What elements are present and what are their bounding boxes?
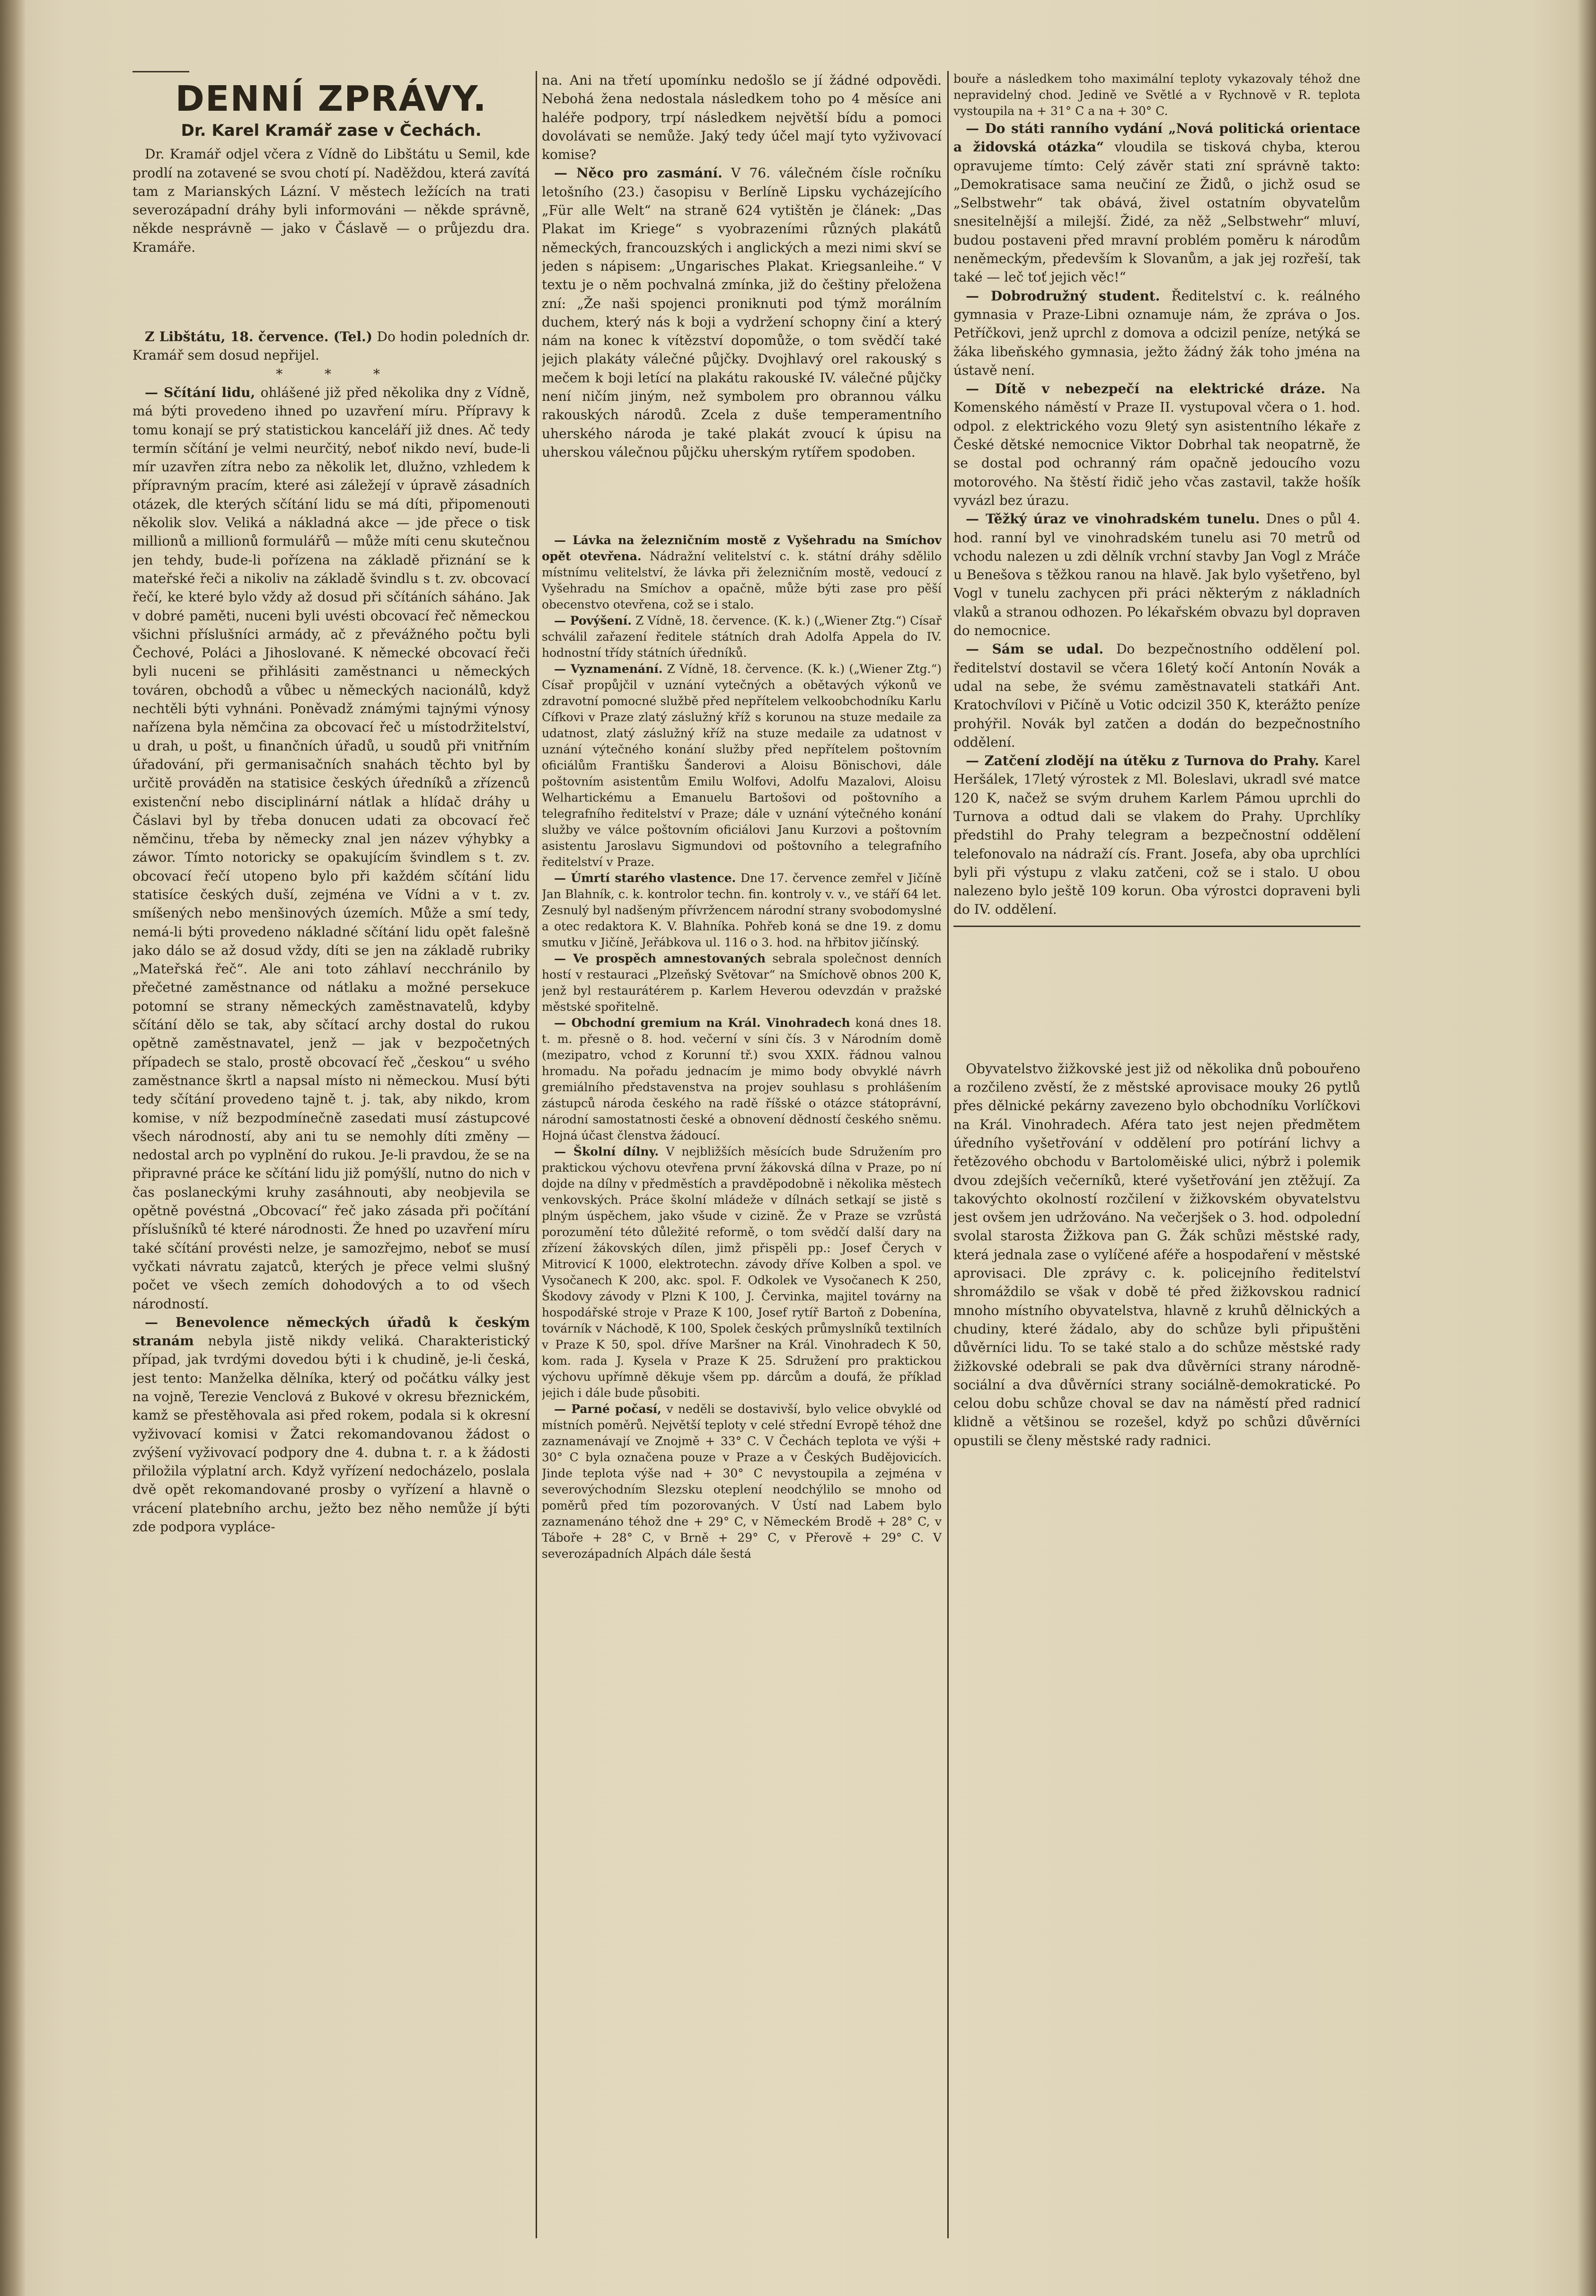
column-3 [953, 71, 1360, 2239]
article-workshops [542, 1144, 942, 1401]
article-body: Dnes o půl 4. hod. ranní byl ve vinohradském tunelu asi 70 metrů od vchodu nalezen u zdi dělník vrchní stavby Jan Vogl z Mráče u Benešova s těžkou ranou na hlavě. Jak bylo vyšetřeno, byl Vogl v tunelu zachycen při práci některým z nákladních vlaků a stranou odhozen. Po lékařském obvazu byl dopraven do nemocnice. [953, 511, 1360, 639]
libstat-report [132, 327, 530, 365]
article-obituary [542, 870, 942, 951]
article-promotion [542, 613, 942, 661]
article-benevolence [132, 1313, 530, 1537]
article-body: V nejbližších měsících bude Sdružením pro praktickou výchovu otevřena první žákovská dílna v Praze, po ní dojde na dílny v předměstích a pravděpodobně i několika městech venkovských. Práce školní mládeže v dílnách setkají se jistě s plným úspěchem, jako všude v cizině. Že v Praze se vzrůstá porozumění této důležité reformě, o tom svědčí další dary na zřízení žákovských dílen, jimž přispěli pp.: Josef Čerych v Mitrovicí K 1000, elektrotechn. závody dříve Kolben a spol. ve Vysočanech K 200, akc. spol. F. Odkolek ve Vysočanech K 250, Škodovy závody v Plzni K 100, J. Červinka, majitel továrny na hospodářské stroje v Praze K 100, Josef rytíř Bartoň z Dobenína, továrník v Náchodě, K 100, Spolek českých průmyslníků textilních v Praze K 50, spol. dříve Maršner na Král. Vinohradech K 50, kom. rada J. Kysela v Praze K 25. Sdružení pro praktickou výchovu upřímně děkuje všem pp. dárcům a doufá, že příklad jejich i dále bude působiti. [542, 1145, 942, 1400]
article-body: bouře a následkem toho maximální teploty vykazovaly téhož dne nepravidelný chod. Jedině ve Světlé a v Rychnově v R. teplota vystoupila na + 31° C a na + 30° C. [953, 72, 1360, 118]
column-rule-2 [947, 71, 949, 2238]
article-body: Z Vídně, 18. července. (K. k.) („Wiener Ztg.“) Císař schválil zařazení ředitele státních drah Adolfa Appela do IV. hodnostní třídy státních úředníků. [542, 614, 942, 660]
article-headline: — Povýšení. [554, 614, 632, 628]
article-headline: — Benevolence německých úřadů k českým stranám [132, 1314, 530, 1349]
article-headline: — Sám se udal. [966, 641, 1104, 657]
article-body: koná dnes 18. t. m. přesně o 8. hod. večerní v síni čís. 3 v Národním domě (mezipatro, vchod z Korunní tř.) svou XXIX. řádnou valnou hromadu. Na pořadu jednacím je mimo body obvyklé návrh gremiálního představenstva na projev souhlasu s prohlášením zástupců národa českého na radě říšské o otázce státoprávní, národní samostatnosti české a obnovení dědností českého sněmu. Hojná účast členstva žádoucí. [542, 1016, 942, 1143]
section-separator-stars: * * * [276, 366, 399, 382]
article-body: vloudila se tisková chyba, kterou opravujeme tímto: Celý závěr stati zní správně takto: „Demokratisace sama neučiní ze Židů, o jichž osud se „Selbstwehr“ tak obává, živel ostatním obyvatelům snesitelnější a milejší. Židé, za něž „Selbstwehr“ mluví, budou postaveni před mravní problém poměru k národům neněmeckým, především k Slovanům, a jak jej rozřeší, tak také — leč toť jejich věc!“ [953, 139, 1360, 285]
article-headline: — Do státi ranního vydání „Nová politická orientace a židovská otázka“ [953, 121, 1360, 155]
article-headline: — Ve prospěch amnestovaných [554, 952, 766, 966]
article-body: nebyla jistě nikdy veliká. Charakteristický případ, jak tvrdými dovedou býti i k chudině, je-li česká, jest tento: Manželka dělníka, který od počátku války jest na vojně, Terezie Venclová z Bukové v okresu březnickém, kamž se přestěhovala asi před rokem, podala si k okresní vyživovací komisi v Žatci rekomandovanou žádost o zvýšení vyživovací podpory dne 4. dubna t. r. a k žádosti přiložila výplatní arch. Když vyřízení nedocházelo, poslala dvě opět rekomandované prosby o vyřízení a hlavně o vrácení platebního archu, ježto bez něho nemůže jí býti zde podpora vypláce- [132, 1333, 530, 1535]
article-amnesty [542, 951, 942, 1015]
article-tram [953, 380, 1360, 510]
section-divider [953, 926, 1360, 927]
article-headline: — Vyznamenání. [554, 662, 663, 676]
article-headline: — Školní dílny. [554, 1145, 659, 1159]
article-humor [542, 164, 942, 461]
column-rule-1 [536, 71, 537, 2238]
article-body: sebrala společnost denních hostí v restauraci „Plzeňský Světovar“ na Smíchově obnos 200 K, jenž byl restaurátérem p. Karlem Heverou odevzdán v pražské městské spořitelně. [542, 952, 942, 1014]
libstat-body: Do hodin poledních dr. Kramář sem dosud nepřijel. [132, 329, 530, 363]
article-body: Do bezpečnostního oddělení pol. ředitelství dostavil se včera 16letý kočí Antonín Novák a udal na sebe, že svému zaměstnavateli statkáři Ant. Kratochvílovi v Pičíně u Votic odcizil 350 K, kterážto peníze prohýřil. Novák byl zatčen a dodán do bezpečnostního oddělení. [953, 641, 1360, 750]
article-correction [953, 119, 1360, 287]
article-headline: — Dobrodružný student. [966, 288, 1160, 304]
article-confession [953, 640, 1360, 751]
article-headline: — Parné počasí, [554, 1402, 661, 1416]
article-body: V 76. válečném čísle ročníku letošního (23.) časopisu v Berlíně Lipsku vycházejícího „Für alle Welt“ na straně 624 vytištěn je článek: „Das Plakat im Kriege“ s vyobrazeními různých plakátů německých, francouzských i anglických a mezi nimi skví se jeden s nápisem: „Ungarisches Plakat. Kriegsanleihe.“ V textu je o něm pochvalná zmínka, již do češtiny přeložena zní: „Že naši spojenci proniknuti pod týmž morálním duchem, který nás k boji a vydržení schopny činí a který nám na konec k vítězství dopomůže, o tom svědčí také jejich plakáty válečné půjčky. Dvojhlavý orel rakouský s mečem k boji letící na plakátu rakouské IV. válečné půjčky není ničím jiným, než symbolem pro obrannou válku rakouských národů. Zcela z duše temperamentního uherského národa je také plakát zvoucí k úpisu na uherskou válečnou půjčku uherským rytířem spodoben. [542, 165, 942, 460]
article-body: v neděli se dostavivší, bylo velice obvyklé od místních poměrů. Největší teploty v celé střední Evropě téhož dne zaznamenávají ve Znojmě + 33° C. V Čechách teplota ve výši + 30° C byla označena pouze v Praze a v Českých Budějovicích. Jinde teplota výše nad + 30° C nevystoupila a zejména v severovýchodním Slezsku oteplení neodchýlilo se mnoho od poměrů před tím pozorovaných. V Ústí nad Labem bylo zaznamenáno téhož dne + 29° C, v Německém Brodě + 28° C, v Táboře + 28° C, v Brně + 29° C, v Přerově + 29° C. V severozápadních Alpách dále šestá [542, 1402, 942, 1561]
article-thieves [953, 751, 1360, 919]
article-continuation [542, 71, 942, 164]
article-body: Na Komenského náměstí v Praze II. vystupoval včera o 1. hod. odpol. z elektrického vozu 9letý syn asistentního lékaře z České dětské nemocnice Viktor Dobrhal tak neopatrně, že se dostal pod ochranný rám opačně jedoucího vozu motorového. Na štěstí řidič jeho včas zastavil, takže hošík vyvázl bez úrazu. [953, 381, 1360, 508]
libstat-dateline: Z Libštátu, 18. července. (Tel.) [145, 329, 373, 345]
article-body: Obyvatelstvo žižkovské jest již od několika dnů pobouřeno a rozčileno zvěstí, že z městské aprovisace mouky 26 pytlů přes dělnické pekárny zavezeno bylo obchodníku Vorlíčkovi na Král. Vinohradech. Aféra tato jest nejen předmětem úředního vyšetřování v oddělení pro potírání lichvy a řetězového obchodu v Bartoloměiské ulici, nýbrž i polemik dvou zdejších večerníků, které vyšetřování jen ztěžují. Za takovýchto okolností rozčilení v žižkovském obyvatelstvu jest ovšem jen udržováno. Na večerjšek o 3. hod. odpolední svolal starosta Žižkova pan G. Žák schůzi městské rady, která jednala zase o vylíčené aféře a hospodaření v městské aprovisaci. Dle zprávy c. k. policejního ředitelství shromáždilo se však v době té před žižkovskou radnicí mnoho místního obyvatelstva, hlavně z kruhů dělnických a chudiny, které žádalo, aby do schůze byli připuštěni důvěrníci lidu. To se také stalo a do schůze městské rady žižkovské odebrali se pak dva důvěrníci strany národně-sociální a dva důvěrníci strany sociálně-demokratické. Po celou dobu schůze choval se dav na náměstí před radnicí klidně a většinou se rozešel, když po schůzi důvěrníci opustili se členy městské rady radnici. [953, 1060, 1360, 1448]
article-body: ohlášené již před několika dny z Vídně, má býti provedeno ihned po uzavření míru. Přípravy k tomu konají se prý statistickou kanceláří již dnes. Ač tedy termín sčítání je velmi neurčitý, neboť nikdo neví, bude-li mír uzavřen zítra nebo za několik let, dlužno, vzhledem k přípravným pracím, které asi záležejí v úpravě zásadních otázek, dle kterých sčítání lidu se má díti, připomenouti několik slov. Veliká a nákladná akce — jde přece o tisk millionů a millionů formulářů — může míti cenu skutečnou jen tehdy, bude-li pořízena na základě přiznání se k mateřské řeči a nikoliv na základě švindlu s t. zv. obcovací řečí, ke které bylo vždy až dosud při sčítáních sáháno. Jak v dobré paměti, nuceni byli uvésti obcovací řeč německou všichni příslušníci armády, ač z převážného počtu byli Čechové, Poláci a Jihoslované. K německé obcovací řeči byli nuceni se přihlásiti zaměstnanci u německých továren, obchodů a vůbec u německých nacionálů, když nechtěli býti vyhnáni. Poněvadž známými tajnými výnosy nařízena byla němčina za obcovací řeč u místodržitelství, u drah, u pošt, u finančních úřadů, u soudů při vnitřním úřadování, při germanisačních snahách těchto byl by určitě prováděn na statisice českých úředníků a zřízenců existenční nebo disciplinární nátlak a hlídač dráhy u Čáslavi byl by třeba donucen udati za obcovací řeč němčinu, třeba by německy znal jen název výhybky a záwor. Tímto notoricky se opakujícím švindlem s t. zv. obcovací řečí utopeno bylo při každém sčítání lidu statisíce českých duší, zejména ve Vídni a v t. zv. smíšených nebo menšinových územích. Může a smí tedy, nemá-li býti provedeno nákladné sčítání lidu opět falešně jako dálo se až dosud vždy, díti se jen na základě rubriky „Mateřská řeč“. Ale ani toto záhlaví necchránilo by přečetné zaměstnance od nátlaku a možné persekuce potomní se strany německých zaměstnavatelů, kdyby sčítání dělo se tak, aby sčítací archy dostal do rukou opětně zaměstnavatel, jenž — jak v bezpočetných případech se stalo, prostě obcovací řeč „českou“ u svého zaměstnance škrtl a napsal místo ni německou. Musí býti tedy sčítání provedeno tajně t. j. tak, aby nikdo, krom komise, v níž bezpodmínečně zasedati musí zástupcové všech národností, aby ani tu se nemohly díti změny — nedostal arch po vyplnění do rukou. Je-li pravdou, že se na připravné práce ke sčítání lidu již pomýšlí, nutno do nich v čas poslaneckými kruhy zasáhnouti, aby neobjevila se opětně povéstná „Obcovací“ řeč jako zásada při počítání příslušníků té které národnosti. Že hned po uzavření míru také sčítání provésti nelze, je samozřejmo, neboť se musí vyčkati návratu zajatců, kterých je přece velmi slušný počet ve všech zemích dohodových a to od všech národností. [132, 384, 530, 1312]
article-headline: — Úmrtí starého vlastence. [554, 871, 736, 885]
article-headline: — Těžký úraz ve vinohradském tunelu. [966, 511, 1260, 527]
article-body: Dne 17. července zemřel v Jičíně Jan Blahník, c. k. kontrolor techn. fin. kontroly v. v., ve stáří 64 let. Zesnulý byl nadšeným přívržencem národní strany svobodomyslné a otec redaktora K. V. Blahníka. Pohřeb koná se dne 19. z domu smutku v Jičíně, Jeřábkova ul. 116 o 3. hod. na hřbitov jičínský. [542, 871, 942, 950]
article-footbridge [542, 532, 942, 613]
article-body: Z Vídně, 18. července. (K. k.) („Wiener Ztg.“) Císař propůjčil v uznání vytečných a obětavých výkonů ve zdravotní pomocné službě před nepřítelem velkoobchodníku Karlu Cífkovi v Praze zlatý záslužný kříž s korunou na stuze medaile za udatnost, zlatý záslužný kříž na stuze medaile za udatnost v uznání výtečného konání služby před nepřítelem poštovním oficiálům Františku Šanderovi a Aloisu Bönischovi, dále poštovním asistentům Emilu Wolfovi, Adolfu Mazalovi, Aloisu Welhartickému a Emanuelu Bartošovi od poštovního a telegrafního ředitelství v Praze; dále v uznání výtečného konání služby ve válce poštovním oficiálovi Janu Kurzovi a poštovním asistentu Jaroslavu Sigmundovi od poštovního a telegrafního ředitelství v Praze. [542, 662, 942, 869]
article-body: Karel Heršálek, 17letý výrostek z Ml. Boleslavi, ukradl své matce 120 K, načež se svým druhem Karlem Pámou uprchli do Turnova a odtud dali se vlakem do Prahy. Uprchlíky předstihl do Prahy telegram a bezpečnostní oddělení telefonovalo na nádraží cís. Frant. Josefa, aby oba uprchlíci byli při výstupu z vlaku zatčeni, což se i stalo. U obou nalezeno bylo ještě 109 korun. Oba výrostci dopraveni byli do IV. oddělení. [953, 753, 1360, 918]
article-decoration [542, 661, 942, 870]
page-binding-edge [0, 0, 26, 2296]
article-tunnel [953, 510, 1360, 640]
top-rule [132, 71, 189, 72]
article-zizkov [953, 1060, 1360, 1450]
article-headline: — Něco pro zasmání. [554, 165, 723, 181]
article-student [953, 287, 1360, 380]
article-body: Nádražní velitelství c. k. státní dráhy sdělilo místnímu velitelství, že lávka při železničním mostě, vedoucí z Vyšehradu na Smíchov a opačně, může býti zase pro pěší obecenstvo otevřena, což se i stalo. [542, 549, 942, 612]
article-gremium [542, 1015, 942, 1144]
article-continuation [953, 71, 1360, 119]
article-weather [542, 1401, 942, 1562]
section-masthead: DENNÍ ZPRÁVY. [175, 79, 487, 119]
article-headline: — Zatčení zlodějí na útěku z Turnova do Prahy. [966, 753, 1319, 769]
article-headline: — Dítě v nebezpečí na elektrické dráze. [966, 381, 1326, 397]
article-body: Ředitelství c. k. reálného gymnasia v Praze-Libni oznamuje nám, že zpráva o Jos. Petříčkovi, jenž uprchl z domova a odcizil peníze, netýká se žáka libeňského gymnasia, ježto žádný žák toho jména na ústavě není. [953, 288, 1360, 378]
column-2 [542, 71, 942, 2239]
lead-article-body: Dr. Kramář odjel včera z Vídně do Libštátu u Semil, kde prodlí na zotavené se svou chotí pí. Naděždou, která zavítá tam z Marianských Lázní. V městech ležících na trati severozápadní dráhy byli informováni — někde správně, někde nesprávně — jako v Čáslavě — o průjezdu dra. Kramáře. [132, 146, 530, 255]
article-body: na. Ani na třetí upomínku nedošlo se jí žádné odpovědi. Nebohá žena nedostala následkem toho po 4 měsíce ani haléře podpory, trpí následkem největší bídu a pomoci dovolávati se nemůže. Jaký tedy účel mají tyto vyživovací komise? [542, 72, 942, 163]
page-right-edge [1577, 0, 1596, 2296]
article-census [132, 383, 530, 1313]
column-1 [132, 71, 530, 2239]
lead-headline: Dr. Karel Kramář zase v Čechách. [181, 121, 482, 140]
article-headline: — Obchodní gremium na Král. Vinohradech [554, 1016, 850, 1030]
article-headline: — Sčítání lidu, [145, 384, 256, 400]
article-headline: — Lávka na železničním mostě z Vyšehradu na Smíchov opět otevřena. [542, 533, 942, 564]
